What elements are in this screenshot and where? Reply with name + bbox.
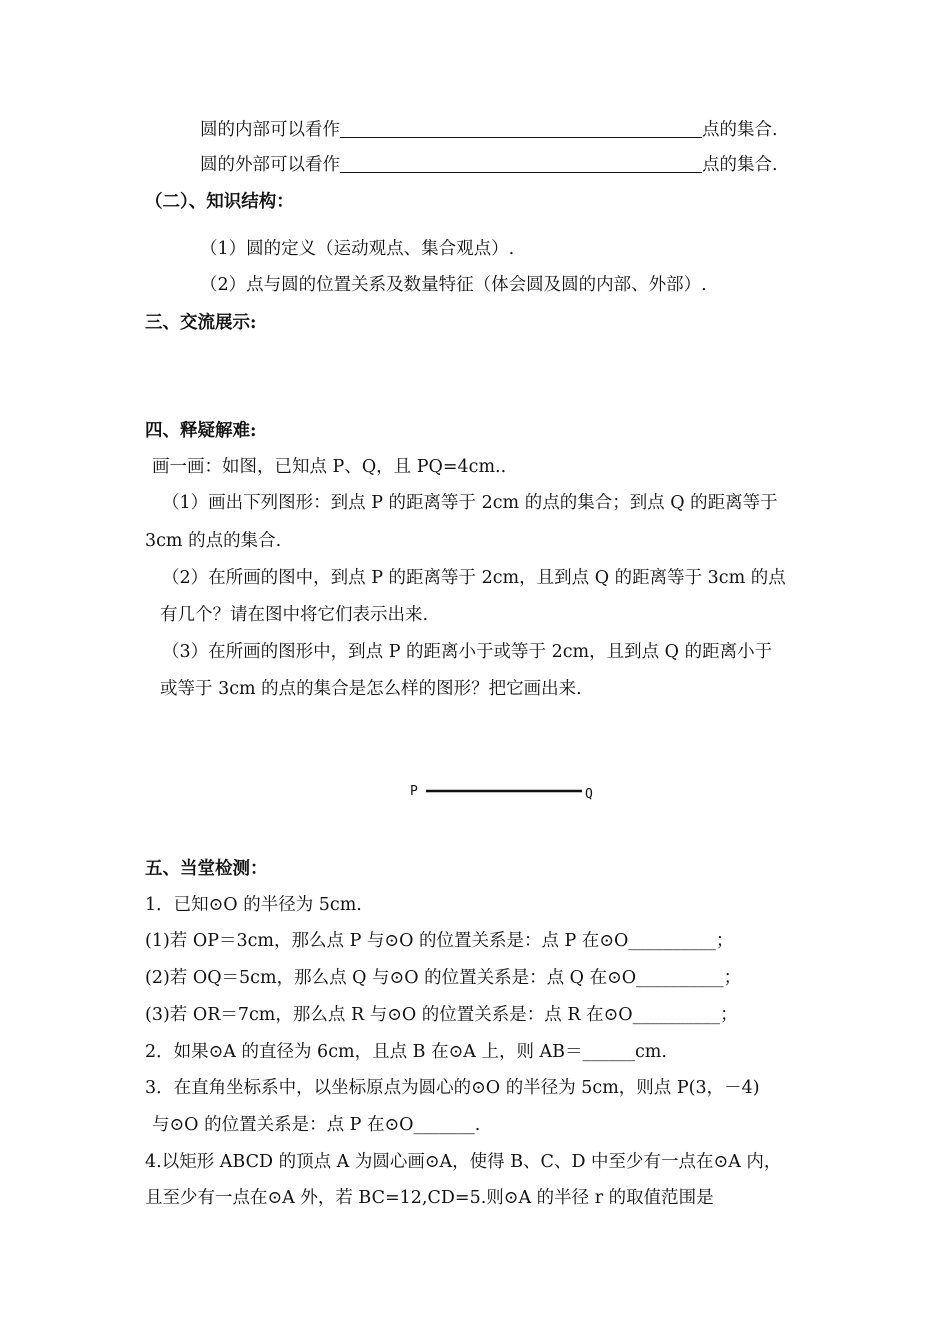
inside-suffix: 点的集合.: [702, 120, 778, 140]
point-p-label: P: [410, 784, 418, 799]
test-line-9: 且至少有一点在⊙A 外，若 BC=12,CD=5.则⊙A 的半径 r 的取值范围是: [145, 1188, 714, 1208]
test-line-1: 1．已知⊙O 的半径为 5cm.: [145, 895, 362, 915]
test-line-7: 与⊙O 的位置关系是：点 P 在⊙O_______.: [152, 1115, 481, 1135]
outside-blank[interactable]: [340, 156, 702, 173]
inside-line: [200, 118, 778, 142]
test-line-3: (2)若 OQ＝5cm，那么点 Q 与⊙O 的位置关系是：点 Q 在⊙O__________；: [145, 968, 742, 988]
section5-heading: 五、当堂检测：: [145, 859, 268, 879]
pq-segment-figure: [410, 780, 610, 806]
outside-suffix: 点的集合.: [702, 155, 778, 175]
q1-line-1: （1）画出下列图形：到点 P 的距离等于 2cm 的点的集合；到点 Q 的距离等于: [162, 493, 778, 513]
q2-line-2: 有几个？请在图中将它们表示出来.: [160, 605, 429, 625]
inside-blank[interactable]: [340, 121, 702, 138]
test-line-5: 2．如果⊙A 的直径为 6cm，且点 B 在⊙A 上，则 AB＝______cm.: [145, 1042, 667, 1062]
q3-line-2: 或等于 3cm 的点的集合是怎么样的图形？把它画出来.: [160, 679, 582, 699]
point-q-label: Q: [585, 787, 593, 802]
knowledge-heading: （二）、知识结构：: [145, 192, 294, 212]
outside-line: [200, 153, 778, 177]
knowledge-item-1: （1）圆的定义（运动观点、集合观点）.: [200, 239, 515, 259]
test-line-8: 4.以矩形 ABCD 的顶点 A 为圆心画⊙A，使得 B、C、D 中至少有一点在⊙A 内，: [145, 1152, 782, 1172]
q3-line-1: （3）在所画的图形中，到点 P 的距离小于或等于 2cm，且到点 Q 的距离小于: [162, 642, 773, 662]
section4-heading: 四、释疑解难:: [145, 421, 257, 441]
test-line-6: 3．在直角坐标系中，以坐标原点为圆心的⊙O 的半径为 5cm，则点 P(3，－4): [145, 1078, 760, 1098]
test-line-4: (3)若 OR＝7cm，那么点 R 与⊙O 的位置关系是：点 R 在⊙O__________；: [145, 1005, 738, 1025]
draw-intro: 画一画：如图，已知点 P、Q，且 PQ=4cm..: [152, 457, 507, 477]
outside-prefix: 圆的外部可以看作: [200, 155, 340, 175]
q1-line-2: 3cm 的点的集合.: [145, 531, 282, 551]
section3-heading: 三、交流展示:: [145, 313, 257, 333]
pq-segment: [410, 780, 610, 806]
inside-prefix: 圆的内部可以看作: [200, 120, 340, 140]
knowledge-item-2: （2）点与圆的位置关系及数量特征（体会圆及圆的内部、外部）.: [200, 275, 707, 295]
q2-line-1: （2）在所画的图中，到点 P 的距离等于 2cm，且到点 Q 的距离等于 3cm 的点: [162, 568, 786, 588]
test-line-2: (1)若 OP＝3cm，那么点 P 与⊙O 的位置关系是：点 P 在⊙O__________；: [145, 931, 734, 951]
